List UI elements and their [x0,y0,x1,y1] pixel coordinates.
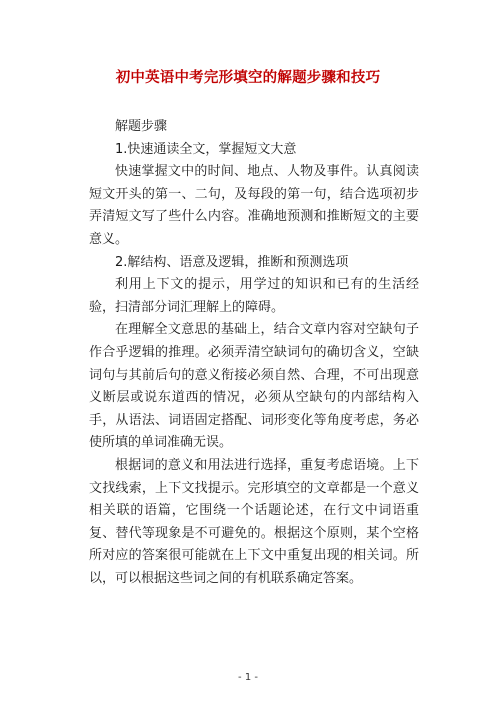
document-title: 初中英语中考完形填空的解题步骤和技巧 [115,70,381,86]
paragraph-step-2-body-a: 利用上下文的提示，用学过的知识和已有的生活经验，扫清部分词汇理解上的障碍。 [89,277,419,315]
document-body [89,116,419,590]
paragraph-step-2-heading: 2.解结构、语意及逻辑，推断和预测选项 [115,254,349,270]
page-number: - 1 - [238,672,258,683]
paragraph-step-1-heading: 1.快速通读全文，掌握短文大意 [115,141,297,157]
paragraph-heading-steps: 解题步骤 [115,119,168,134]
paragraph-step-1-body: 快速掌握文中的时间、地点、人物及事件。认真阅读短文开头的第一、二句，及每段的第一句，结合选项初步弄清短文写了些什么内容。准确地预测和推断短文的主要意义。 [89,164,419,247]
paragraph-step-2-body-c: 根据词的意义和用法进行选择，重复考虑语境。上下文找线索，上下文找提示。完形填空的文章都是一个意义相关联的语篇，它围绕一个话题论述，在行文中词语重复、替代等现象是不可避免的。根据这个原则，某个空格所对应的答案很可能就在上下文中重复出现的相关词。所以，可以根据这些词之间的有机联系确定答案。 [89,457,419,586]
paragraph-step-2-body-b: 在理解全文意思的基础上，结合文章内容对空缺句子作合乎逻辑的推理。必须弄清空缺词句的确切含义，空缺词句与其前后句的意义衔接必须自然、合理，不可出现意义断层或说东道西的情况，必须从空缺句的内部结构入手，从语法、词语固定搭配、词形变化等角度考虑，务必使所填的单词准确无误。 [89,322,419,451]
